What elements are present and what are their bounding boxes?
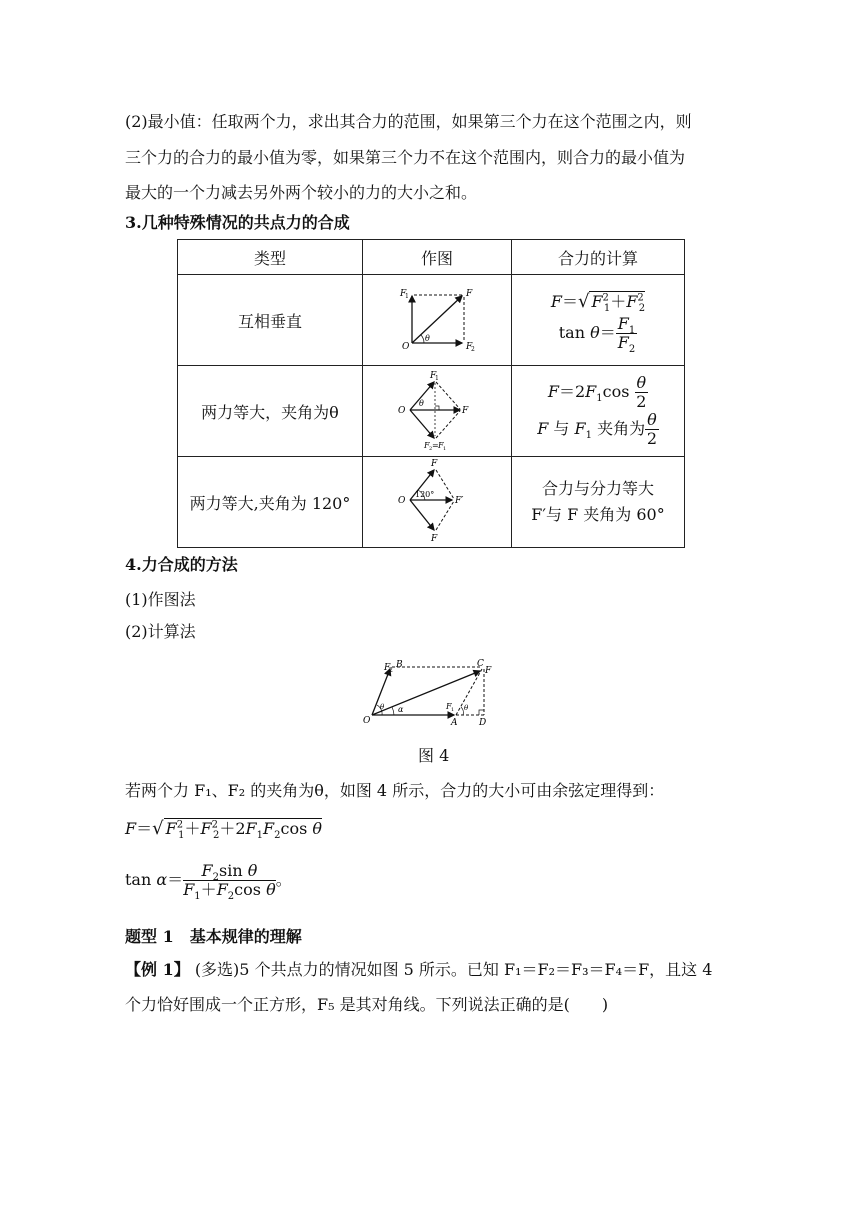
section-heading: 4.力合成的方法: [125, 555, 238, 574]
example-line: [125, 959, 712, 981]
svg-text:O: O: [398, 406, 406, 416]
table-row: [178, 275, 685, 366]
paragraph-line: (2)最小值：任取两个力，求出其合力的范围，如果第三个力在这个范围之内，则: [125, 112, 692, 131]
svg-text:2: 2: [471, 346, 475, 353]
svg-text:θ: θ: [425, 334, 430, 343]
svg-text:F: F: [430, 371, 437, 381]
paragraph-line: 若两个力 F₁、F₂ 的夹角为θ，如图 4 所示，合力的大小可由余弦定理得到：: [125, 781, 665, 800]
formula-resultant: F＝√ $F^2_1+F^2_2+2F_1F_2\cos$ θ: [125, 818, 323, 842]
svg-text:C: C: [477, 659, 484, 669]
svg-text:D: D: [479, 718, 487, 727]
angle-120-diagram: [392, 457, 482, 543]
svg-text:θ: θ: [464, 704, 469, 712]
table-header: 合力的计算: [512, 240, 685, 275]
diagram-cell: [363, 366, 512, 457]
svg-text:1: 1: [443, 446, 447, 450]
svg-text:F: F: [431, 459, 438, 469]
equal-forces-diagram: [392, 368, 482, 450]
table-row: [178, 366, 685, 457]
table-row: [178, 457, 685, 548]
svg-text:1: 1: [435, 375, 439, 382]
calc-cell: $F=2F_1\cos$ $\frac{\theta}{2}$ F 与 $F_1$ 夹角为 $\frac{\theta}{2}$: [512, 366, 685, 457]
synthesis-table: [177, 239, 685, 548]
calc-text: F′与 F 夹角为 60°: [531, 505, 665, 524]
svg-text:F: F: [424, 441, 430, 450]
svg-text:B: B: [396, 660, 403, 670]
type-cell: 两力等大，夹角为θ: [178, 366, 363, 457]
example-label: 【例 1】: [125, 960, 190, 979]
svg-text:F: F: [431, 534, 438, 543]
svg-text:F: F: [462, 406, 469, 416]
paragraph-line: 三个力的合力的最小值为零，如果第三个力不在这个范围内，则合力的最小值为: [125, 148, 686, 167]
svg-text:F: F: [446, 702, 452, 711]
example-text: (多选)5 个共点力的情况如图 5 所示。已知 F₁＝F₂＝F₃＝F₄＝F，且这 4: [194, 960, 713, 979]
svg-text:O: O: [402, 342, 410, 352]
cosine-law-figure: [360, 655, 502, 727]
calc-cell: [512, 457, 685, 548]
svg-text:F′: F′: [455, 496, 464, 506]
svg-text:1: 1: [451, 707, 455, 713]
table-header: 类型: [178, 240, 363, 275]
method-item: (1)作图法: [125, 590, 196, 609]
example-line: 个力恰好围成一个正方形，F₅ 是其对角线。下列说法正确的是( ): [125, 995, 609, 1014]
topic-heading: 题型 1 基本规律的理解: [125, 927, 302, 946]
svg-text:α: α: [398, 705, 404, 714]
svg-text:F: F: [466, 342, 473, 352]
svg-text:120°: 120°: [415, 490, 435, 499]
svg-text:=: =: [432, 441, 439, 450]
section-heading: 3.几种特殊情况的共点力的合成: [125, 213, 350, 232]
svg-text:θ: θ: [419, 399, 424, 408]
perpendicular-diagram: [392, 283, 482, 353]
paragraph-line: 最大的一个力减去另外两个较小的力的大小之和。: [125, 183, 478, 202]
svg-text:F: F: [438, 441, 444, 450]
svg-text:2: 2: [389, 667, 393, 674]
svg-text:F: F: [400, 289, 407, 299]
figure-caption: 图 4: [418, 746, 450, 765]
calc-text: 合力与分力等大: [541, 479, 654, 498]
table-header: 作图: [363, 240, 512, 275]
method-item: (2)计算法: [125, 622, 196, 641]
svg-text:F: F: [485, 666, 492, 676]
formula-tan-alpha: tan α＝ $\frac{F_2\sin \theta}{F_1+F_2\cos \theta}$ 。: [125, 861, 292, 903]
calc-cell: F＝√ $F^2_1+F^2_2$ tan θ＝ $\frac{F_1}{F_2}$: [512, 275, 685, 366]
svg-text:F: F: [384, 663, 391, 673]
svg-text:1: 1: [405, 293, 409, 300]
type-cell: 两力等大,夹角为 120°: [178, 457, 363, 548]
svg-text:2: 2: [429, 446, 433, 450]
svg-text:O: O: [398, 496, 406, 506]
svg-text:A: A: [451, 718, 458, 727]
svg-text:F: F: [466, 289, 473, 299]
diagram-cell: [363, 275, 512, 366]
svg-text:θ: θ: [380, 703, 385, 711]
svg-text:O: O: [363, 716, 371, 726]
type-cell: 互相垂直: [178, 275, 363, 366]
diagram-cell: [363, 457, 512, 548]
